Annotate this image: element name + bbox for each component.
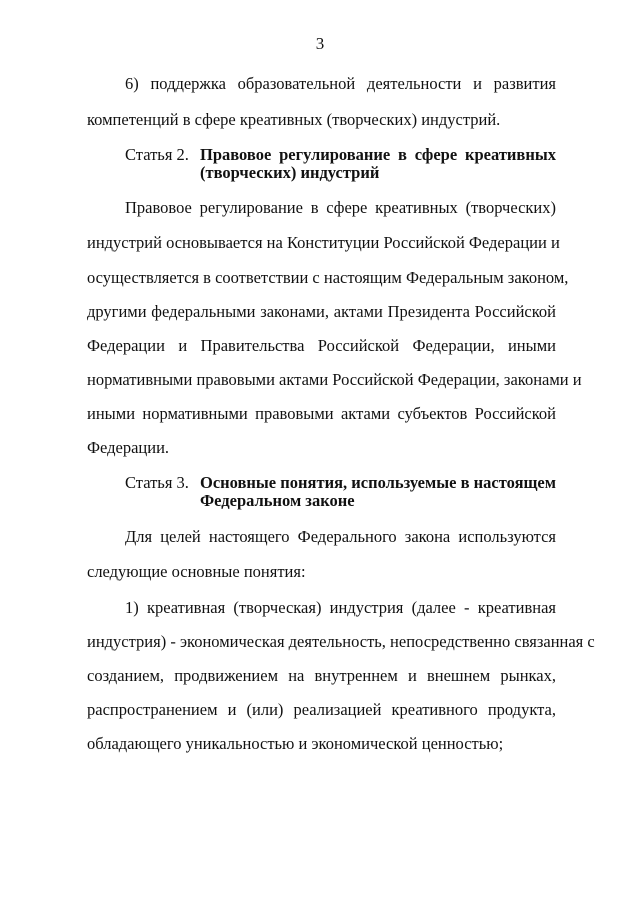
article3-item1-line-5: обладающего уникальностью и экономической ценностью; — [87, 734, 504, 753]
article3-intro-line-2: следующие основные понятия: — [87, 562, 306, 581]
article2-title-line-1: Правовое регулирование в сфере креативных — [200, 145, 556, 164]
article3-item1-line-4: распространением и (или) реализацией креативного продукта, — [87, 700, 556, 719]
article2-body-line-5: Федерации и Правительства Российской Федерации, иными — [87, 336, 556, 355]
article3-item1-line-1: 1) креативная (творческая) индустрия (далее - креативная — [125, 598, 556, 617]
article2-body-line-1: Правовое регулирование в сфере креативных (творческих) — [125, 198, 556, 217]
page-number: 3 — [315, 34, 325, 53]
article2-title — [200, 146, 556, 182]
article3-title — [200, 474, 556, 510]
article3-title-line-2: Федеральном законе — [200, 491, 355, 510]
article3-item1-line-2: индустрия) - экономическая деятельность, непосредственно связанная с — [87, 632, 595, 651]
article2-body-line-4: другими федеральными законами, актами Президента Российской — [87, 302, 556, 321]
article3-intro-line-1: Для целей настоящего Федерального закона используются — [125, 527, 556, 546]
article2-title-line-2: (творческих) индустрий — [200, 163, 380, 182]
item6-line-2: компетенций в сфере креативных (творческих) индустрий. — [87, 110, 501, 129]
article2-body-line-7: иными нормативными правовыми актами субъектов Российской — [87, 404, 556, 423]
article2-body-line-8: Федерации. — [87, 438, 170, 457]
article2-body-line-3: осуществляется в соответствии с настоящим Федеральным законом, — [87, 268, 569, 287]
article3-item1-line-3: созданием, продвижением на внутреннем и внешнем рынках, — [87, 666, 556, 685]
article3-title-line-1: Основные понятия, используемые в настоящем — [200, 473, 556, 492]
article2-number: Статья 2. — [125, 145, 189, 164]
article2-body-line-2: индустрий основывается на Конституции Российской Федерации и — [87, 233, 560, 252]
article2-body-line-6: нормативными правовыми актами Российской Федерации, законами и — [87, 370, 582, 389]
item6-line-1: 6) поддержка образовательной деятельности и развития — [125, 74, 556, 93]
article3-number: Статья 3. — [125, 473, 189, 492]
